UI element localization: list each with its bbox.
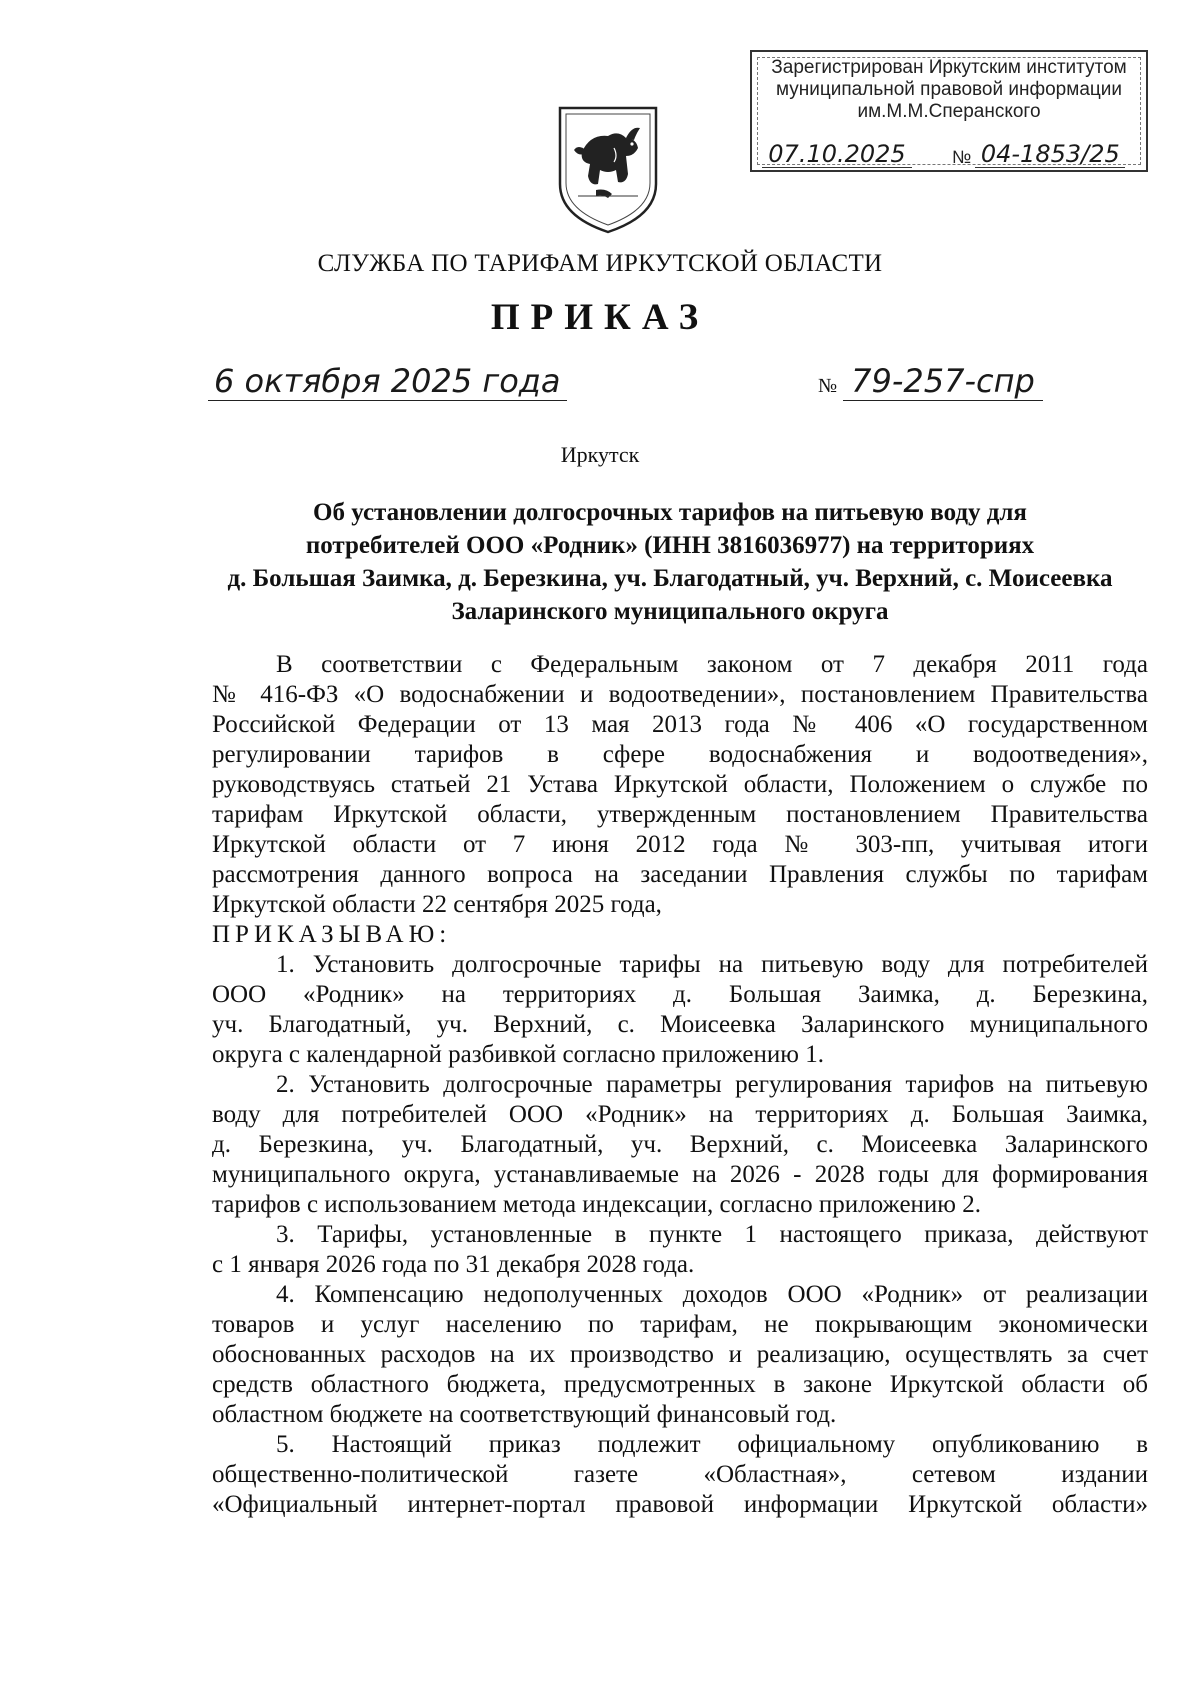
text-line: округа с календарной разбивкой согласно приложению 1. [212,1041,824,1068]
coat-of-arms-emblem [556,104,660,234]
order-number-label: № [818,375,838,397]
text-line: тарифов с использованием метода индексации, согласно приложению 2. [212,1191,981,1218]
order-word: ПРИКАЗЫВАЮ: [212,921,452,948]
stamp-line-1: Зарегистрирован Иркутским институтом [771,57,1127,78]
text-line: общественно-политической газете «Областная», сетевом издании [212,1461,1148,1488]
stamp-number-label: № [952,147,972,167]
text-line: уч. Благодатный, уч. Верхний, с. Моисеевка Заларинского муниципального [212,1011,1148,1038]
text-line: воду для потребителей ООО «Родник» на территориях д. Большая Заимка, [212,1101,1148,1128]
text-line: «Официальный интернет-портал правовой информации Иркутской области» [212,1491,1148,1518]
order-date: 6 октября 2025 года [208,362,567,401]
document-title [190,496,1150,628]
text-line: муниципального округа, устанавливаемые на 2026 - 2028 годы для формирования [212,1161,1148,1188]
text-line: обоснованных расходов на их производство и реализацию, осуществлять за счет [212,1341,1148,1368]
title-line: д. Большая Заимка, д. Березкина, уч. Благодатный, уч. Верхний, с. Моисеевка [227,565,1113,592]
text-line: 1. Установить долгосрочные тарифы на питьевую воду для потребителей [276,951,1148,978]
registration-stamp [750,50,1148,172]
text-line: № 416-ФЗ «О водоснабжении и водоотведении», постановлением Правительства [212,681,1148,708]
stamp-registration-row [762,136,1136,168]
document-type: ПРИКАЗ [490,297,710,338]
stamp-registration-date: 07.10.2025 [762,141,912,168]
preamble-paragraph [212,650,1148,920]
text-line: В соответствии с Федеральным законом от 7 декабря 2011 года [276,651,1148,678]
order-item-1 [212,950,1148,1070]
text-line: 2. Установить долгосрочные параметры регулирования тарифов на питьевую [276,1071,1148,1098]
order-item-3 [212,1220,1148,1280]
agency-name: СЛУЖБА ПО ТАРИФАМ ИРКУТСКОЙ ОБЛАСТИ [317,250,883,277]
title-line: Заларинского муниципального округа [451,598,889,625]
text-line: рассмотрения данного вопроса на заседании Правления службы по тарифам [212,861,1148,888]
text-line: средств областного бюджета, предусмотренных в законе Иркутской области об [212,1371,1148,1398]
text-line: тарифам Иркутской области, утвержденным постановлением Правительства [212,801,1148,828]
document-body [212,650,1148,1520]
stamp-registration-number: 04-1853/25 [975,141,1125,168]
stamp-line-3: им.М.М.Сперанского [857,101,1041,122]
title-line: потребителей ООО «Родник» (ИНН 3816036977) на территориях [305,532,1035,559]
order-number: 79-257-спр [843,362,1043,401]
text-line: Российской Федерации от 13 мая 2013 года № 406 «О государственном [212,711,1148,738]
text-line: Иркутской области 22 сентября 2025 года, [212,891,662,918]
text-line: областном бюджете на соответствующий финансовый год. [212,1401,837,1428]
order-item-5 [212,1430,1148,1520]
order-item-4 [212,1280,1148,1430]
order-number-block [818,362,1043,401]
text-line: ООО «Родник» на территориях д. Большая Заимка, д. Березкина, [212,981,1148,1008]
text-line: 4. Компенсацию недополученных доходов ООО «Родник» от реализации [276,1281,1148,1308]
text-line: регулировании тарифов в сфере водоснабжения и водоотведения», [212,741,1148,768]
text-line: д. Березкина, уч. Благодатный, уч. Верхний, с. Моисеевка Заларинского [212,1131,1148,1158]
text-line: Иркутской области от 7 июня 2012 года № 303-пп, учитывая итоги [212,831,1148,858]
city-name: Иркутск [560,442,640,467]
order-item-2 [212,1070,1148,1220]
text-line: товаров и услуг населению по тарифам, не покрывающим экономически [212,1311,1148,1338]
text-line: с 1 января 2026 года по 31 декабря 2028 года. [212,1251,695,1278]
stamp-line-2: муниципальной правовой информации [776,79,1122,100]
text-line: руководствуясь статьей 21 Устава Иркутской области, Положением о службе по [212,771,1148,798]
text-line: 5. Настоящий приказ подлежит официальному опубликованию в [276,1431,1148,1458]
title-line: Об установлении долгосрочных тарифов на питьевую воду для [313,499,1027,526]
text-line: 3. Тарифы, установленные в пункте 1 настоящего приказа, действуют [276,1221,1148,1248]
